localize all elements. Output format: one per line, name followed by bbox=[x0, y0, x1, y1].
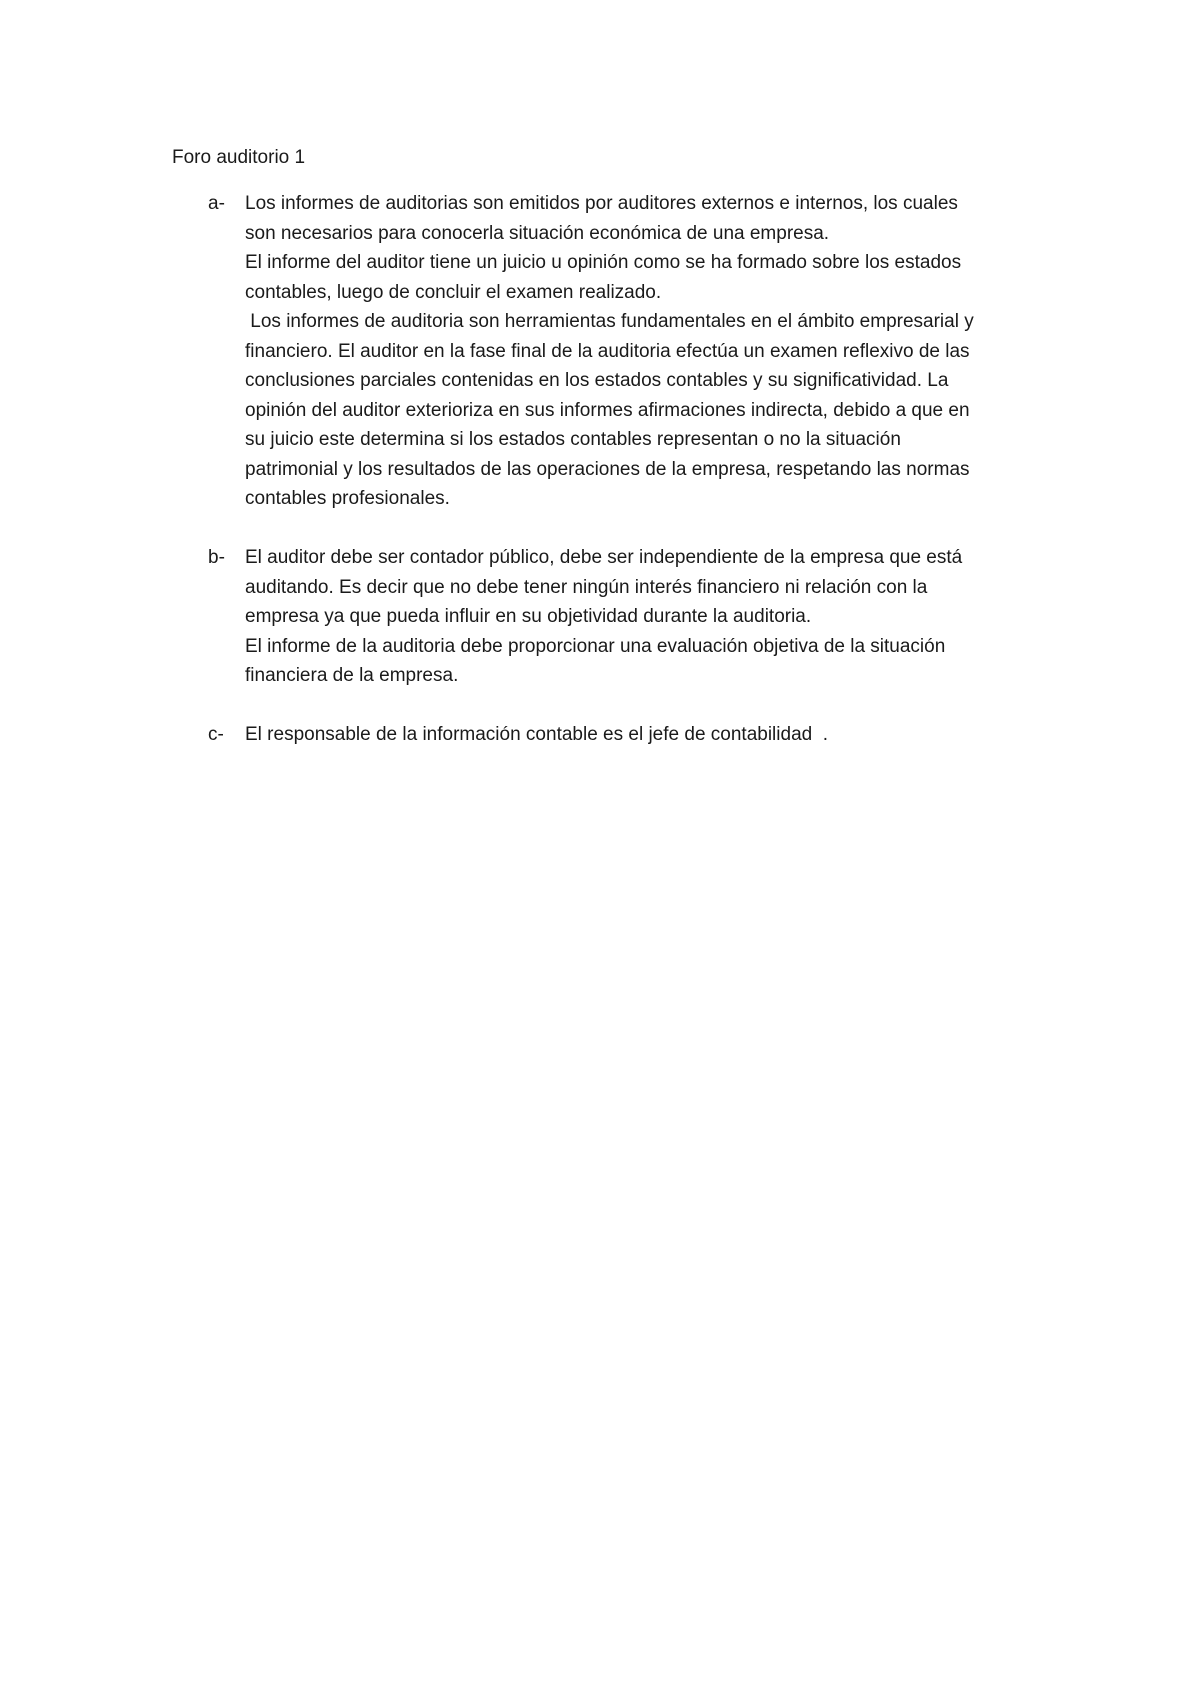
list-marker: b- bbox=[208, 547, 225, 568]
list-item-text bbox=[245, 189, 1035, 514]
text-line: conclusiones parciales contenidas en los estados contables y su significatividad. La bbox=[245, 370, 949, 391]
list-marker: a- bbox=[208, 193, 225, 214]
text-line: opinión del auditor exterioriza en sus informes afirmaciones indirecta, debido a que en bbox=[245, 399, 970, 421]
text-line: auditando. Es decir que no debe tener ningún interés financiero ni relación con la bbox=[245, 576, 928, 598]
document-title: Foro auditorio 1 bbox=[172, 147, 306, 168]
text-line: Los informes de auditorias son emitidos por auditores externos e internos, los cuales bbox=[245, 193, 958, 214]
list-item-text bbox=[245, 720, 1035, 750]
list-item-text bbox=[245, 543, 1035, 691]
text-line: Los informes de auditoria son herramientas fundamentales en el ámbito empresarial y bbox=[245, 311, 974, 332]
text-line: contables, luego de concluir el examen realizado. bbox=[245, 281, 662, 303]
text-line: empresa ya que pueda influir en su objetividad durante la auditoria. bbox=[245, 606, 812, 627]
text-line: su juicio este determina si los estados contables representan o no la situación bbox=[245, 429, 901, 450]
text-line: financiero. El auditor en la fase final de la auditoria efectúa un examen reflexivo de las bbox=[245, 340, 970, 362]
text-line: patrimonial y los resultados de las operaciones de la empresa, respetando las normas bbox=[245, 458, 970, 480]
text-line: contables profesionales. bbox=[245, 488, 450, 509]
text-line: El auditor debe ser contador público, debe ser independiente de la empresa que está bbox=[245, 547, 963, 568]
text-line: El responsable de la información contable es el jefe de contabilidad . bbox=[245, 724, 829, 745]
list-marker: c- bbox=[208, 724, 224, 745]
text-line: El informe del auditor tiene un juicio u opinión como se ha formado sobre los estados bbox=[245, 252, 962, 273]
text-line: financiera de la empresa. bbox=[245, 665, 459, 686]
text-line: El informe de la auditoria debe proporcionar una evaluación objetiva de la situación bbox=[245, 635, 946, 657]
text-line: son necesarios para conocerla situación económica de una empresa. bbox=[245, 222, 830, 244]
